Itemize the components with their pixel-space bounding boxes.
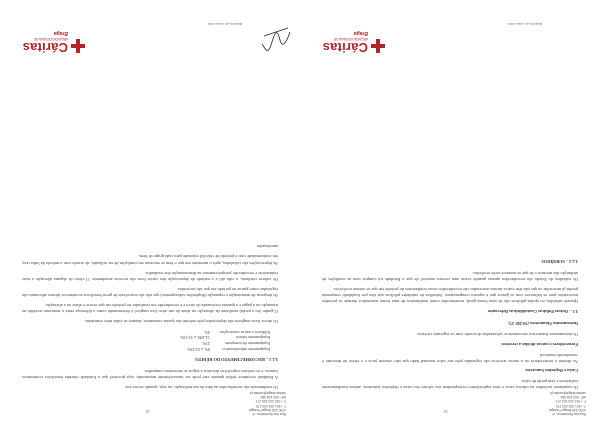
page-body [22, 239, 278, 390]
paragraph: Os ativos fixos tangíveis são depreciados pelo método das quotas constantes, durante as vidas úteis estimadas: [84, 319, 278, 325]
paragraph: As despesas de manutenção e reparação (dispêndios subsequentes) que não são suscetíveis de gerar benefícios económicos futuros adicionais são registadas como gastos no período em que são incorridas. [22, 286, 278, 298]
section-title: 3.3 – Outras Políticas Contabilísticas Relevantes [487, 309, 578, 315]
page-number: 14 [146, 409, 150, 414]
table-row: Equipamento administrativo 8% a 33,33% [187, 346, 270, 352]
table-row: Edifícios e outras construções 2% [204, 329, 270, 335]
right-page [300, 0, 600, 424]
depreciation-rates-table [170, 329, 270, 351]
footer-date: Relatório de contas 2024 [207, 22, 242, 26]
caritas-logo: Cáritas ARQUIDIOCESANA DE Braga [308, 20, 386, 58]
section-title: 3.2.2 – SUBSÍDIOS [541, 258, 578, 264]
table-row: Equipamento básico 14,28% a 33,33% [180, 335, 270, 341]
section-title: 3.2.3 – RECONHECIMENTO DO RÉDITO [195, 356, 278, 362]
footer-date: Relatório de contas 2024 [507, 22, 542, 26]
paragraph: Os valores residuais, a vida útil e o método de depreciação dos vários bens são revistos anualmente. O efeito de alguma alteração a estas estimativas é reconhecido prospetivamente na demonstração dos resultados. [22, 270, 278, 282]
subheading: Fornecedores e outras dívidas a terceiros [501, 341, 578, 347]
paragraph: Quando subsídios ou ajudas públicas são de uma forma geral, reconhecidos como rendimentos de uma forma sistemática durante os períodos necessários para os balancear com os gastos que é suposto compensarem. Subsídios de entidades públicas que têm por finalidade compensar perdas já incorridas ou que não têm custos futuros associados são reconhecidos como rendimentos do período em que se tornam recebíveis. [322, 286, 578, 305]
paragraph: Os montantes incluídos na rubrica caixa e seus equivalentes correspondem aos valores em caixa e depósitos bancários, ambos imediatamente realizáveis e sem perda de valor. [322, 378, 578, 390]
address-block: Rua dos Bombeiros, nº 4700-328 Braga Portugal T: +351 253 203 270 F: +351 253 203 271 NIF: 502 428 984 caritas.braga@caritas.pt [249, 390, 286, 416]
paragraph: Os subsídios do Estado são reconhecidos apenas quando existe uma certeza razoável de que a Entidade irá cumprir com as condições de atribuição dos mesmos e de que os mesmos serão recebidos. [322, 270, 578, 282]
subheading: Caixa e Depósitos bancários [525, 367, 578, 373]
table-row: Equipamento de transporte 25% [202, 341, 270, 347]
paragraph: Os rendimentos são reconhecidos na data da sua realização, ou seja, quando ocorre sua [125, 385, 278, 390]
paragraph: Os instrumentos financeiros encontram-se valorizados de acordo com os seguintes critérios: [416, 332, 578, 338]
address-block: Rua dos Bombeiros, nº 4700-328 Braga Portugal T: +351 253 203 270 F: +351 253 203 271 NIF: 502 428 984 caritas.braga@caritas.pt [549, 390, 586, 416]
paragraph: amortizadas. [255, 244, 278, 250]
paragraph: As dívidas a fornecedores ou a outros terceiros são registadas pelo seu valor nominal dado que não vencem juros e o efeito do desconto é considerado imaterial. [322, 352, 578, 364]
caritas-logo: Cáritas ARQUIDIOCESANA DE Braga [8, 20, 86, 58]
paragraph: As depreciações são calculadas, após o momento em que o bem se encontra em condições de ser utilizado, de acordo com o método da linha reta, em conformidade com o período de vida útil estimado para cada grupo de bens. [22, 254, 278, 266]
signature [258, 24, 294, 54]
page-body [322, 254, 578, 390]
subheading: Instrumentos Financeiros (NCRF 27) [508, 321, 578, 327]
paragraph: O ganho (ou a perda) resultante da alienação ou abate de um ativo fixo tangível é determinado como a diferença entre o montante recebido na transação ou a pagar e a quantia escriturada do ativo e é reconhecido em resultados no período em que ocorre o abate ou a alienação. [22, 303, 278, 315]
paragraph: A Entidade reconhece rédito quando este pode ser razoavelmente mensurado, seja provável que a Entidade obtenha benefícios económicos futuros, e os critérios específicos descritos a seguir se encontrem cumpridos. [22, 368, 278, 380]
cross-icon [70, 38, 86, 54]
cross-icon [370, 38, 386, 54]
page-number: 13 [444, 409, 448, 414]
